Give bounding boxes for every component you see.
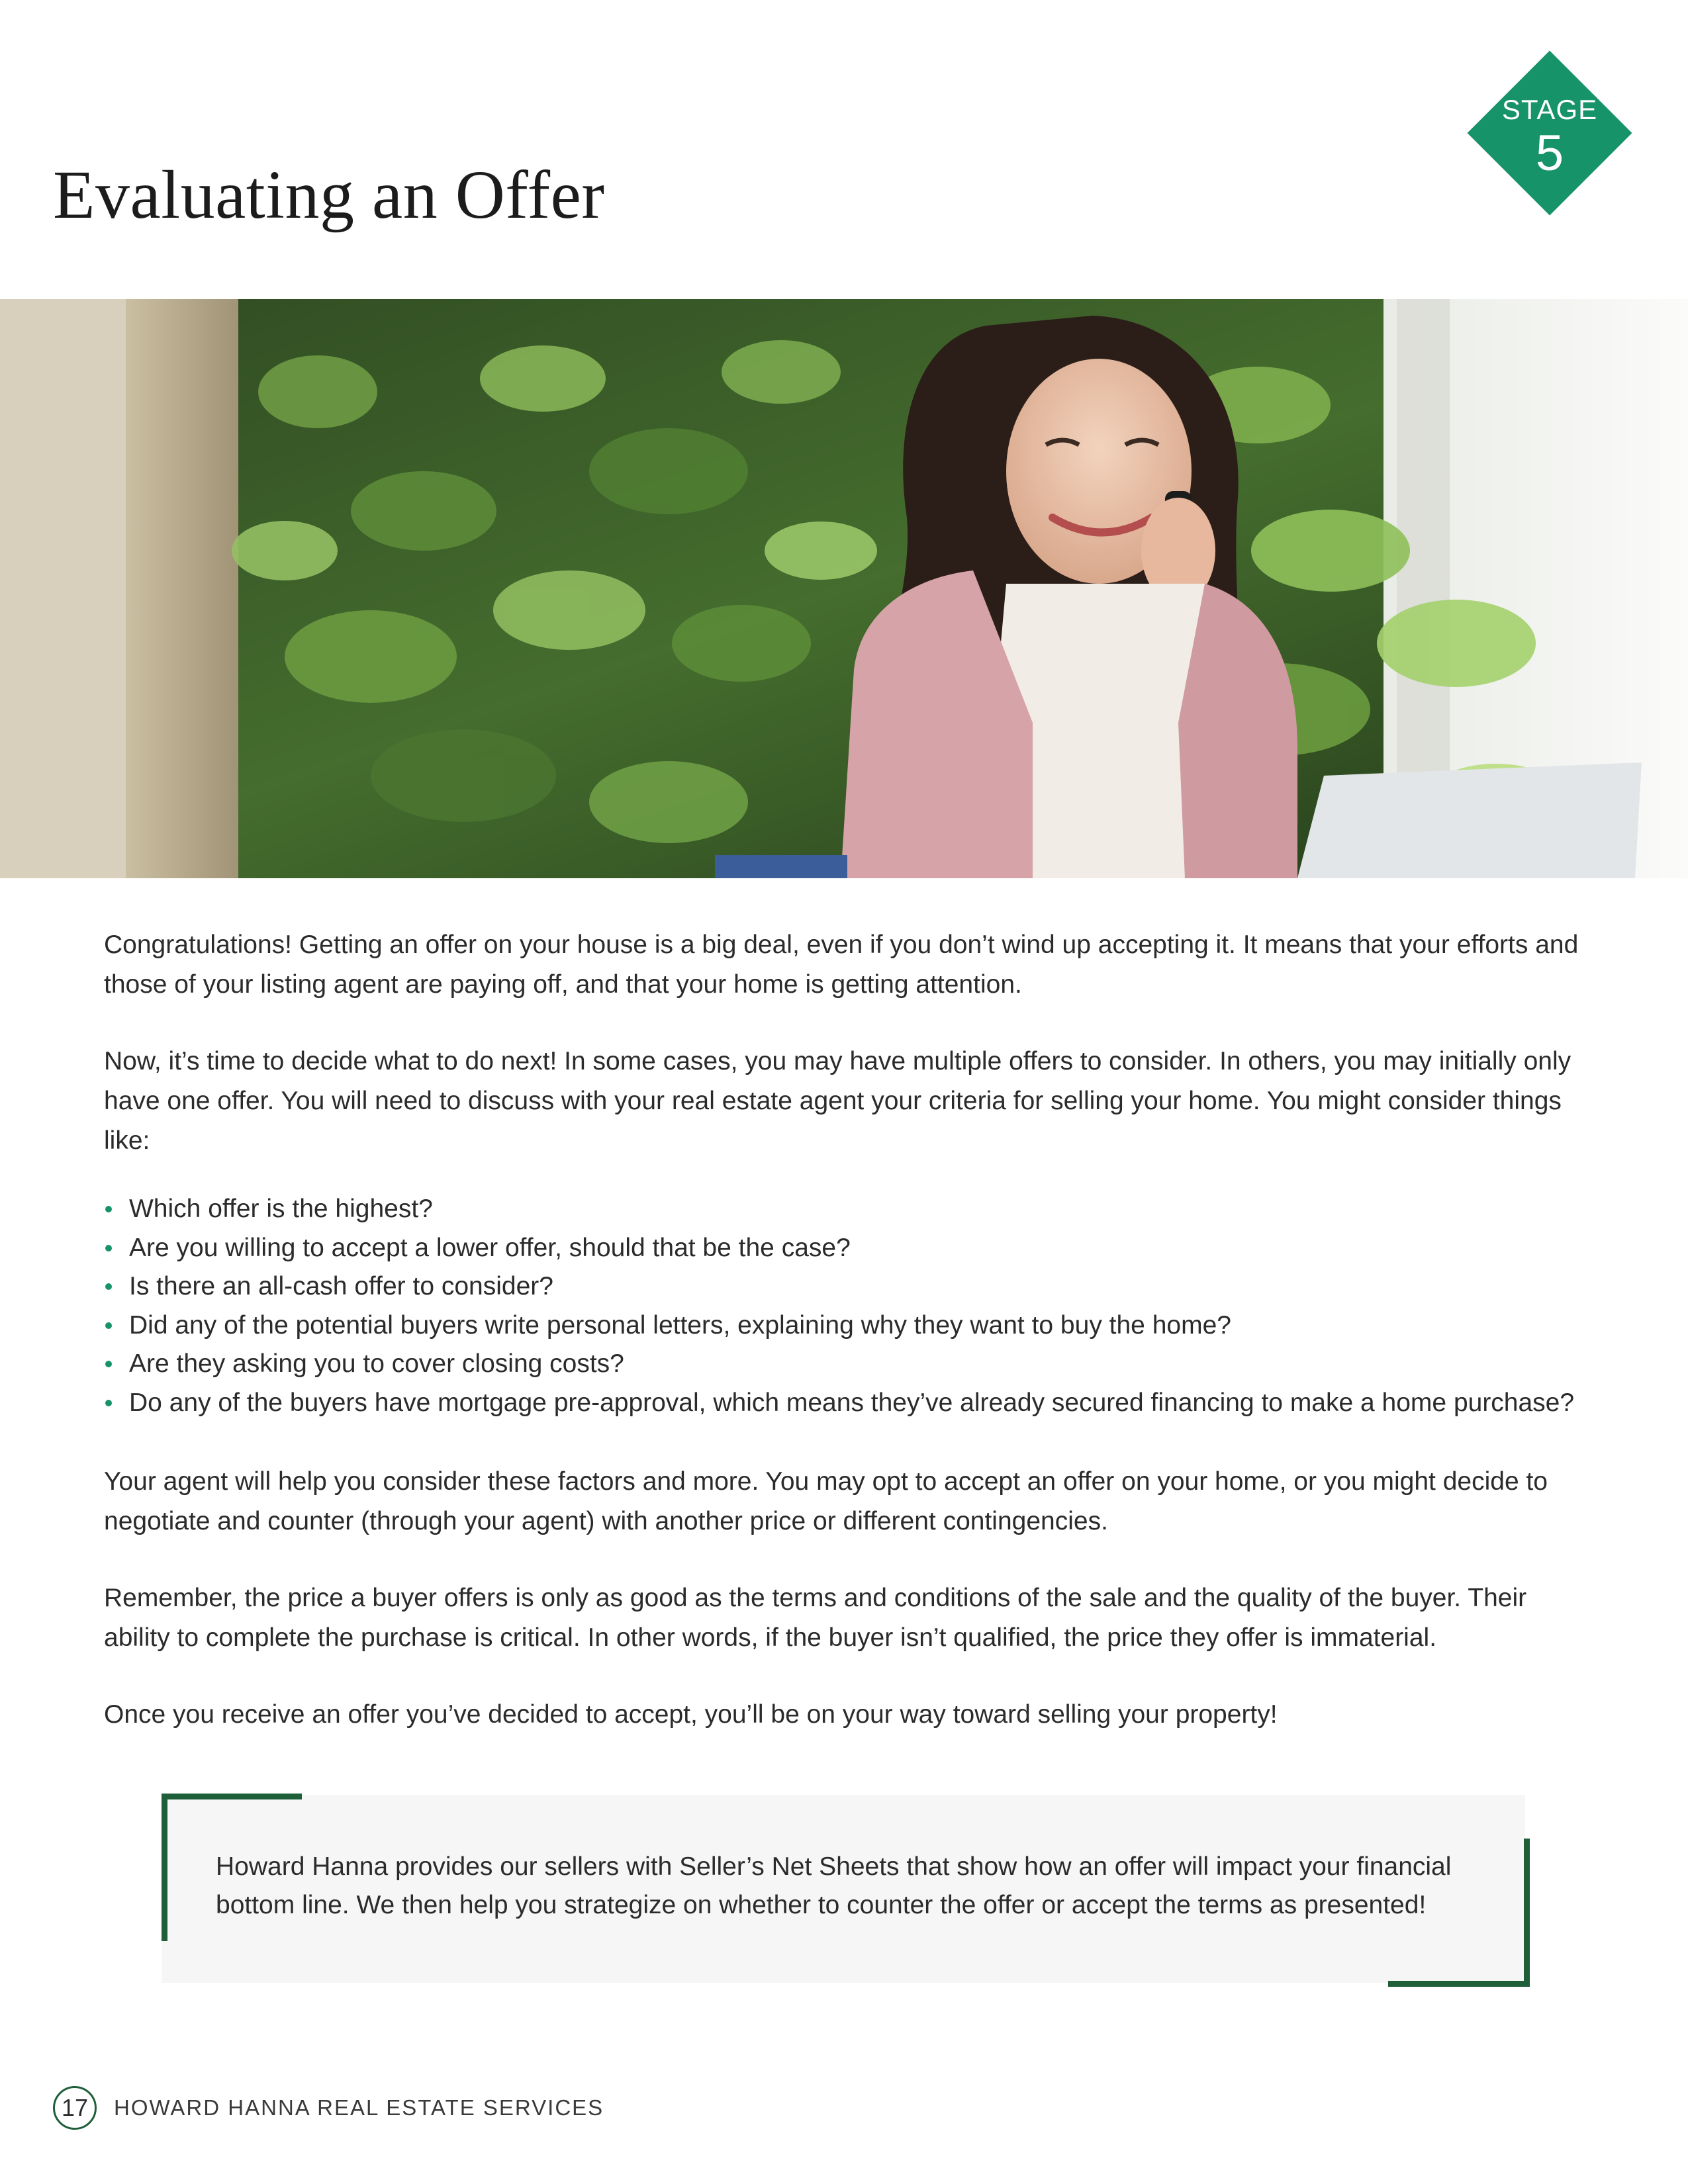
closing-paragraph: Once you receive an offer you’ve decided to accept, you’ll be on your way toward selling your property! <box>104 1700 1278 1729</box>
page-title: Evaluating an Offer <box>53 157 605 233</box>
stage-number: 5 <box>1535 125 1564 181</box>
bullet-icon <box>105 1400 112 1406</box>
wooden-pillar <box>126 299 238 878</box>
list-item: Did any of the potential buyers write personal letters, explaining why they want to buy the home? <box>104 1306 1593 1345</box>
callout-corner-top-left-vertical <box>162 1794 167 1941</box>
list-item: Do any of the buyers have mortgage pre-approval, which means they’ve already secured financing to make a home purchase? <box>104 1384 1593 1423</box>
stage-label: STAGE <box>1501 94 1598 125</box>
list-item: Which offer is the highest? <box>104 1190 1593 1229</box>
bullet-icon <box>105 1361 112 1367</box>
footer-brand: HOWARD HANNA REAL ESTATE SERVICES <box>114 2095 604 2120</box>
next-steps-paragraph: Now, it’s time to decide what to do next! In some cases, you may have multiple offers to consider. In others, you may initially only have one offer. You will need to discuss with your real estate agent your criteria for selling your home. You might consider things like: <box>104 1047 1571 1155</box>
callout-corner-top-left <box>162 1794 302 1799</box>
callout-corner-bottom-right-vertical <box>1524 1839 1530 1987</box>
bullet-icon <box>105 1245 112 1251</box>
bullet-icon <box>105 1322 112 1329</box>
main-content <box>104 925 1593 1772</box>
stage-badge <box>1467 50 1632 216</box>
considerations-list <box>104 1190 1593 1422</box>
buyer-quality-paragraph: Remember, the price a buyer offers is only as good as the terms and conditions of the sale and the quality of the buyer. Their ability to complete the purchase is critical. In other words, if the buyer isn’t qualified, the price they offer is immaterial. <box>104 1584 1527 1652</box>
list-item: Is there an all-cash offer to consider? <box>104 1267 1593 1306</box>
laptop <box>1297 762 1642 878</box>
page-footer <box>53 2083 604 2132</box>
bullet-icon <box>105 1283 112 1290</box>
list-item: Are you willing to accept a lower offer, should that be the case? <box>104 1229 1593 1268</box>
hero-photo <box>0 299 1688 878</box>
agent-help-paragraph: Your agent will help you consider these factors and more. You may opt to accept an offer on your home, or you might decide to negotiate and counter (through your agent) with another price or different contingencies. <box>104 1467 1548 1535</box>
page-number: 17 <box>53 2086 97 2130</box>
bullet-icon <box>105 1206 112 1212</box>
callout-text: Howard Hanna provides our sellers with Seller’s Net Sheets that show how an offer will impact your financial bottom line. We then help you strategize on whether to counter the offer or accept the terms as presented! <box>216 1852 1452 1919</box>
callout-corner-bottom-right <box>1388 1981 1530 1987</box>
list-item: Are they asking you to cover closing costs? <box>104 1345 1593 1384</box>
intro-paragraph: Congratulations! Getting an offer on your house is a big deal, even if you don’t wind up accepting it. It means that your efforts and those of your listing agent are paying off, and that your home is getting attention. <box>104 931 1579 999</box>
